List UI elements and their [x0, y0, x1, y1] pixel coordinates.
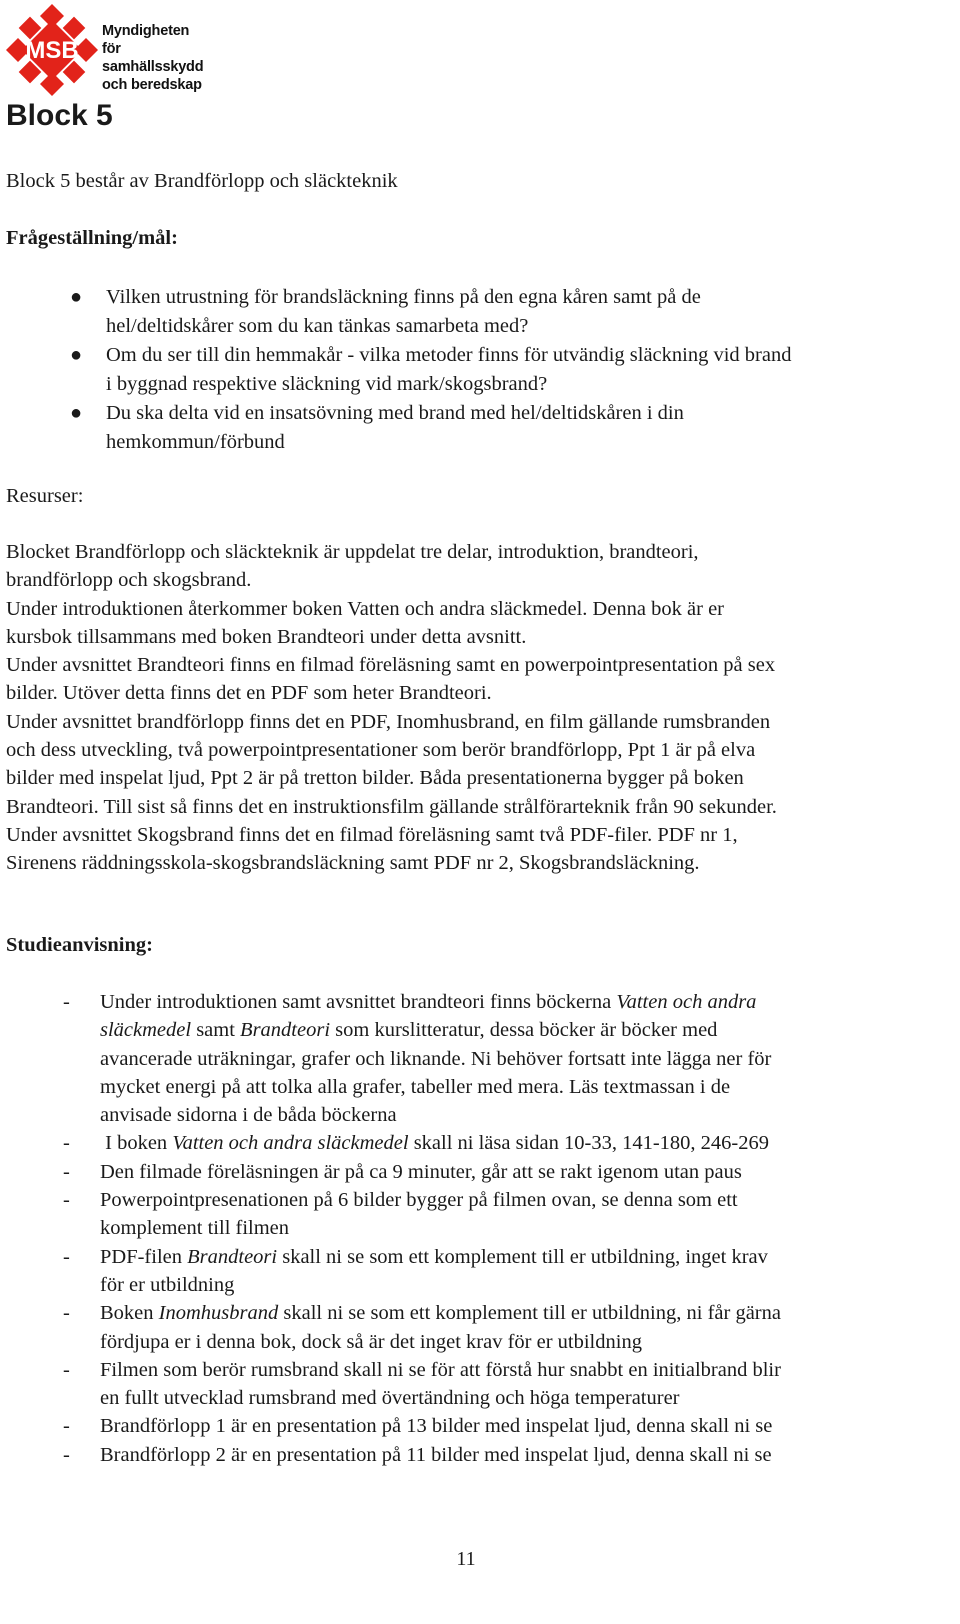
logo-mark-text: MSB	[25, 37, 79, 64]
bullet-icon: ●	[70, 286, 83, 308]
list-item: - Under introduktionen samt avsnittet brandteori finns böckerna Vatten och andra släckmedel samt Brandteori som kurslitteratur, dessa böcker är böcker med avancerade uträkningar, grafer och liknande. Ni behöver fortsatt inte lägga ner för mycket energi på att tolka alla grafer, tabeller med mera. Läs textmassan i de anvisade sidorna i de båda böckerna	[0, 988, 950, 1129]
bullet-icon: ●	[70, 402, 83, 424]
dash-marker: -	[63, 1443, 70, 1466]
dash-marker: -	[63, 1132, 70, 1155]
list-item: ● Om du ser till din hemmakår - vilka metoder finns för utvändig släckning vid brand i byggnad respektive släckning vid mark/skogsbrand?	[0, 341, 950, 399]
list-item: - Brandförlopp 2 är en presentation på 11 bilder med inspelat ljud, denna skall ni se	[0, 1441, 950, 1469]
list-item: - Powerpointpresenationen på 6 bilder bygger på filmen ovan, se denna som ett komplement till filmen	[0, 1186, 950, 1243]
bullet-icon: ●	[70, 344, 83, 366]
resources-paragraph: Under introduktionen återkommer boken Vatten och andra släckmedel. Denna bok är er kursbok tillsammans med boken Brandteori under detta avsnitt.	[6, 597, 725, 648]
page-number: 11	[456, 1548, 476, 1570]
list-item: - Den filmade föreläsningen är på ca 9 minuter, går att se rakt igenom utan paus	[0, 1158, 950, 1186]
resources-paragraph: Under avsnittet Skogsbrand finns det en filmad föreläsning samt två PDF-filer. PDF nr 1, Sirenens räddningsskola-skogsbrandsläckning samt PDF nr 2, Skogsbrandsläckning.	[6, 823, 738, 875]
logo-line-1: Myndigheten för	[102, 23, 190, 57]
list-item: - PDF-filen Brandteori skall ni se som ett komplement till er utbildning, inget krav för er utbildning	[0, 1243, 950, 1300]
list-item: - Boken Inomhusbrand skall ni se som ett komplement till er utbildning, ni får gärna fördjupa er i denna bok, dock så är det inget krav för er utbildning	[0, 1299, 950, 1356]
resources-body	[6, 538, 946, 878]
questions-heading: Frågeställning/mål:	[6, 227, 178, 249]
dash-marker: -	[63, 1415, 70, 1438]
list-item: - Brandförlopp 1 är en presentation på 13 bilder med inspelat ljud, denna skall ni se	[0, 1412, 950, 1440]
dash-marker: -	[63, 1189, 70, 1212]
resources-heading: Resurser:	[6, 485, 84, 507]
page-title: Block 5	[6, 99, 113, 132]
dash-marker: -	[63, 1160, 70, 1183]
resources-paragraph: Under avsnittet brandförlopp finns det en PDF, Inomhusbrand, en film gällande rumsbranden och dess utveckling, två powerpointpresentationer som berör brandförlopp, Ppt 1 är på elva bilder med inspelat ljud, Ppt 2 är på tretton bilder. Båda presentationerna bygger på boken Brandteori. Till sist så finns det en instruktionsfilm gällande strålförarteknik från 90 sekunder.	[6, 710, 777, 818]
msb-logo-mark-icon	[4, 2, 100, 98]
logo-line-3: och beredskap	[102, 77, 202, 93]
resources-paragraph: Under avsnittet Brandteori finns en filmad föreläsning samt en powerpointpresentation på sex bilder. Utöver detta finns det en PDF som heter Brandteori.	[6, 654, 776, 705]
study-list	[0, 988, 950, 1469]
list-item: ● Vilken utrustning för brandsläckning finns på den egna kåren samt på de hel/deltidskårer som du kan tänkas samarbeta med?	[0, 283, 950, 341]
intro-text: Block 5 består av Brandförlopp och släckteknik	[6, 170, 398, 192]
dash-marker: -	[63, 1358, 70, 1381]
study-heading: Studieanvisning:	[6, 934, 153, 956]
msb-logo	[4, 2, 204, 100]
logo-line-2: samhällsskydd	[102, 59, 204, 75]
resources-paragraph: Blocket Brandförlopp och släckteknik är uppdelat tre delar, introduktion, brandteori, brandförlopp och skogsbrand.	[6, 541, 699, 592]
questions-list	[0, 283, 950, 457]
list-item: ● Du ska delta vid en insatsövning med brand med hel/deltidskåren i din hemkommun/förbund	[0, 399, 950, 457]
logo-text	[102, 22, 204, 94]
dash-marker: -	[63, 1302, 70, 1325]
dash-marker: -	[63, 991, 70, 1013]
dash-marker: -	[63, 1245, 70, 1268]
list-item: - Filmen som berör rumsbrand skall ni se för att förstå hur snabbt en initialbrand blir en fullt utvecklad rumsbrand med övertändning och höga temperaturer	[0, 1356, 950, 1413]
list-item: - I boken Vatten och andra släckmedel skall ni läsa sidan 10-33, 141-180, 246-269	[0, 1129, 950, 1157]
